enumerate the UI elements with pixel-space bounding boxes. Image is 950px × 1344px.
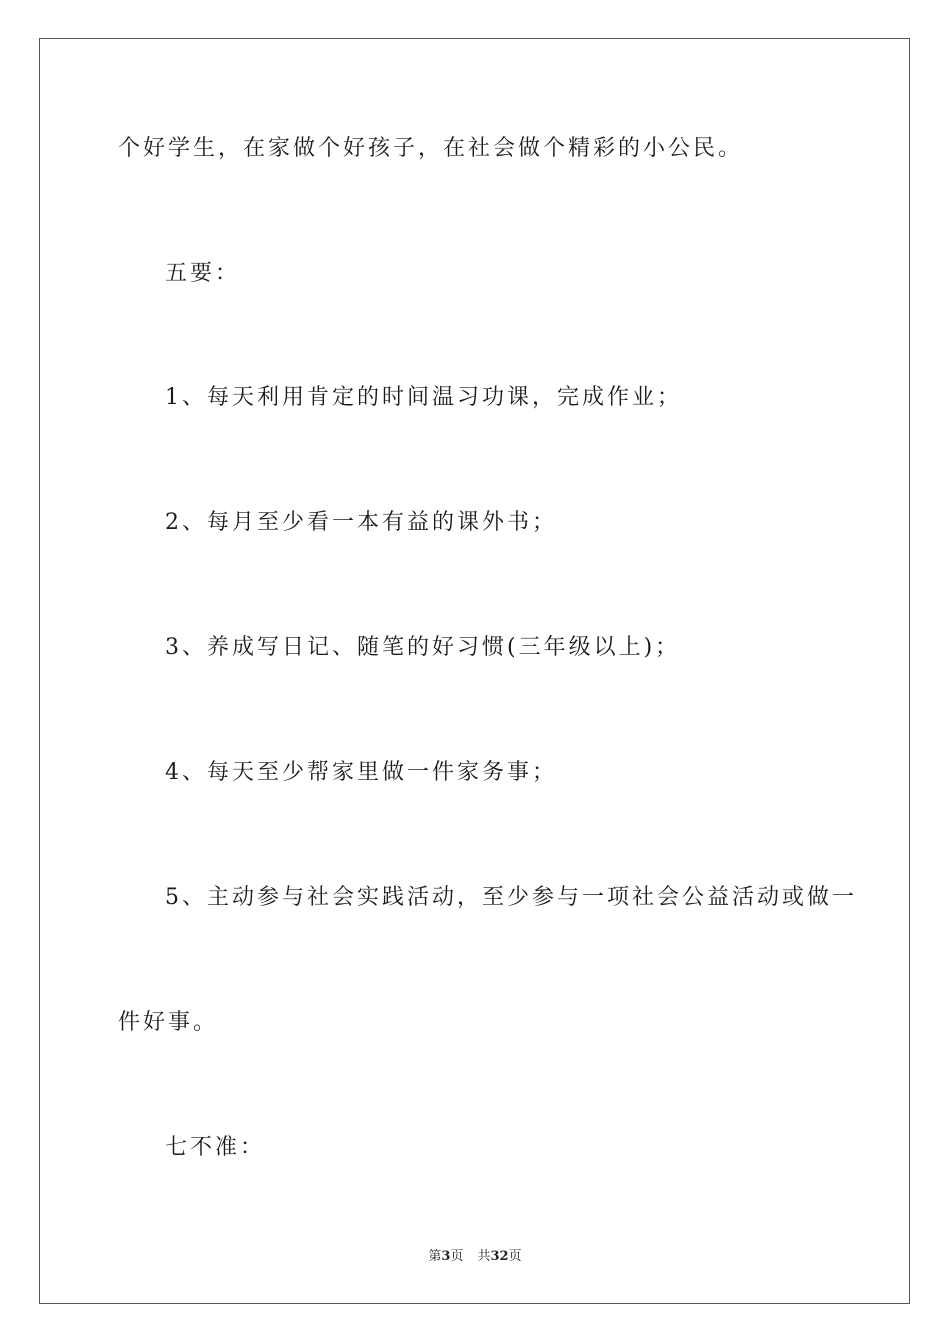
list-item: 5、主动参与社会实践活动，至少参与一项社会公益活动或做一 (165, 885, 857, 910)
section-heading-seven-prohibitions: 七不准： (165, 1135, 266, 1160)
total-suffix: 页 (508, 1249, 522, 1264)
paragraph-continuation: 个好学生，在家做个好孩子，在社会做个精彩的小公民。 (118, 136, 744, 161)
list-item: 2、每月至少看一本有益的课外书； (165, 510, 557, 535)
list-item: 1、每天利用肯定的时间温习功课，完成作业； (165, 385, 682, 410)
list-item-continuation: 件好事。 (118, 1010, 219, 1035)
page-suffix: 页 (450, 1249, 464, 1264)
page-border (39, 38, 910, 1304)
total-prefix: 共 (477, 1249, 491, 1264)
page-footer (0, 1248, 950, 1266)
total-pages: 32 (490, 1249, 509, 1264)
page-number: 3 (441, 1249, 451, 1264)
section-heading-five-musts: 五要： (165, 261, 241, 286)
list-item: 3、养成写日记、随笔的好习惯(三年级以上)； (165, 635, 681, 660)
page-prefix: 第 (428, 1249, 442, 1264)
list-item: 4、每天至少帮家里做一件家务事； (165, 760, 557, 785)
